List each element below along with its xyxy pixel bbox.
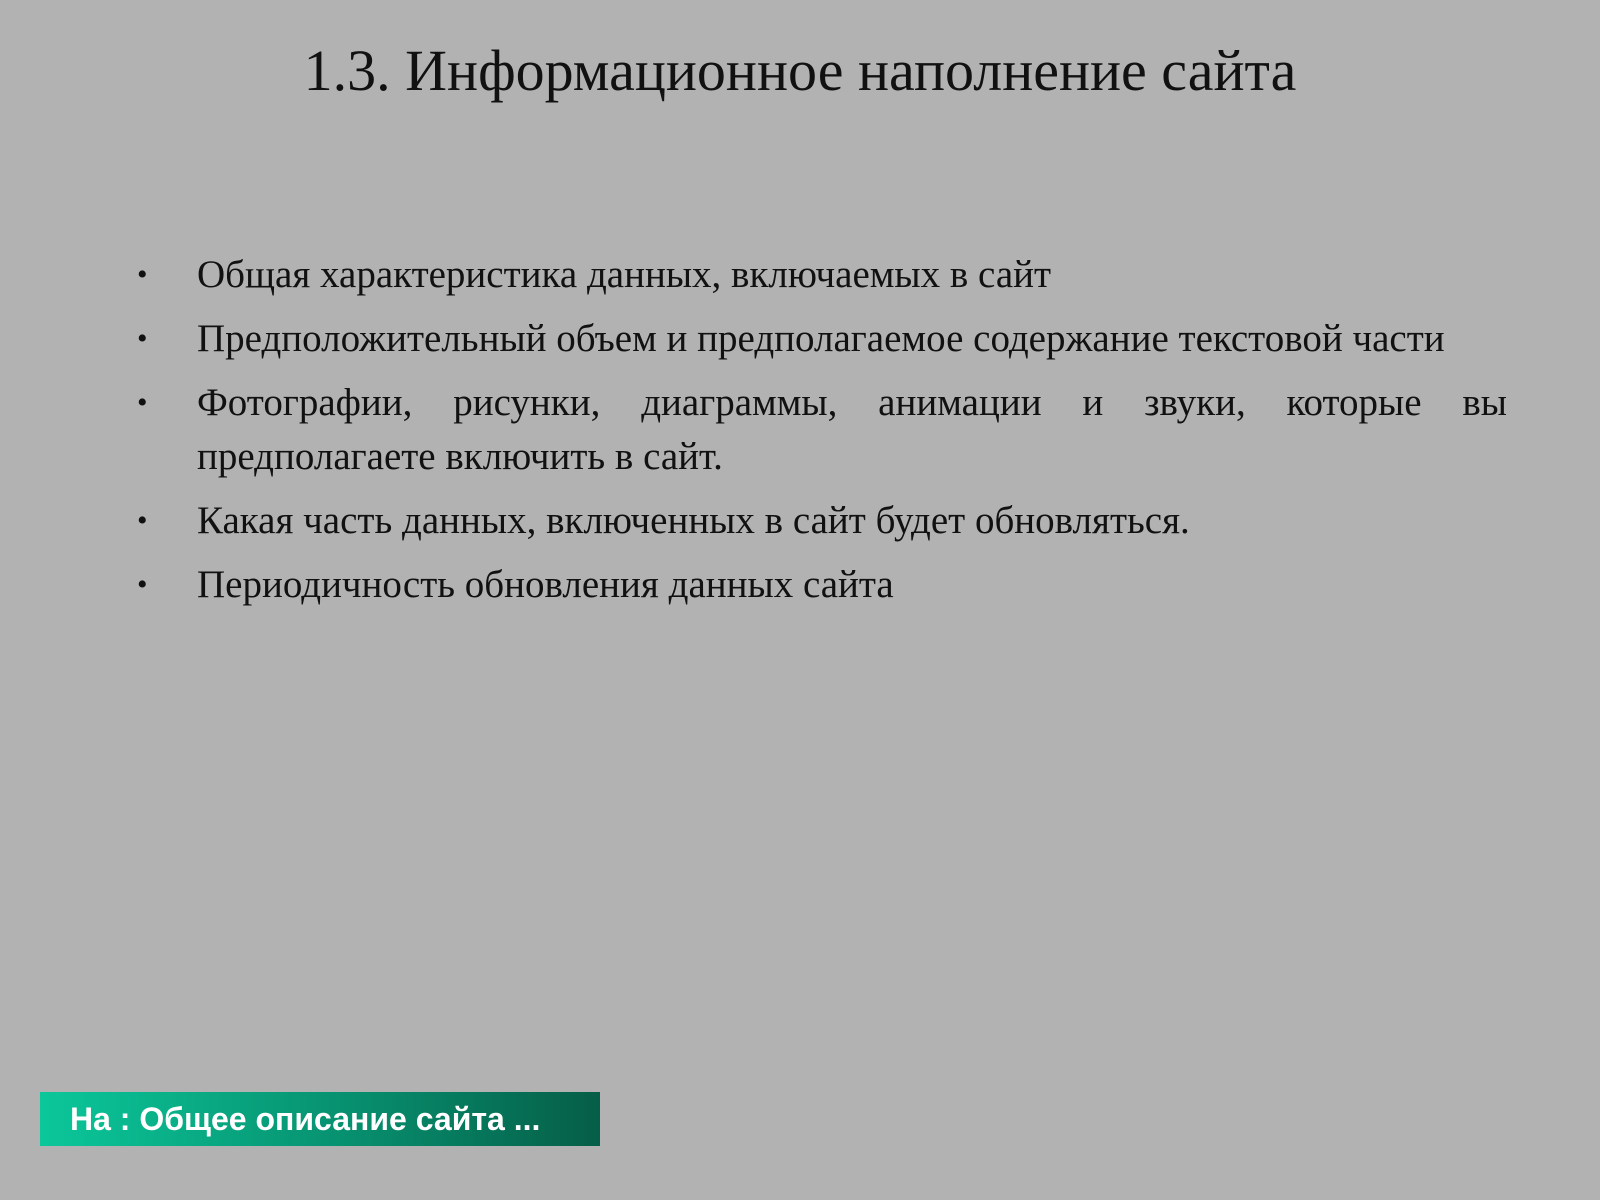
list-item-text: Периодичность обновления данных сайта	[197, 563, 894, 606]
list-item	[137, 248, 1507, 302]
bullet-marker: •	[137, 386, 148, 419]
list-item	[137, 494, 1507, 548]
nav-link-label: На : Общее описание сайта ...	[70, 1100, 541, 1137]
list-item-text: Общая характеристика данных, включаемых в сайт	[197, 253, 1052, 296]
list-item-text: Фотографии, рисунки, диаграммы, анимации и звуки, которые вы предполагаете включить в сайт.	[197, 381, 1507, 478]
bullet-marker: •	[137, 258, 148, 291]
list-item-text: Какая часть данных, включенных в сайт будет обновляться.	[197, 499, 1190, 542]
list-item-text: Предположительный объем и предполагаемое содержание текстовой части	[197, 317, 1445, 360]
nav-link-button[interactable]	[40, 1092, 600, 1146]
bullet-list	[137, 248, 1507, 622]
bullet-marker: •	[137, 568, 148, 601]
list-item	[137, 376, 1507, 484]
list-item	[137, 558, 1507, 612]
bullet-marker: •	[137, 322, 148, 355]
bullet-marker: •	[137, 504, 148, 537]
list-item	[137, 312, 1507, 366]
slide-title: 1.3. Информационное наполнение сайта	[303, 38, 1297, 103]
